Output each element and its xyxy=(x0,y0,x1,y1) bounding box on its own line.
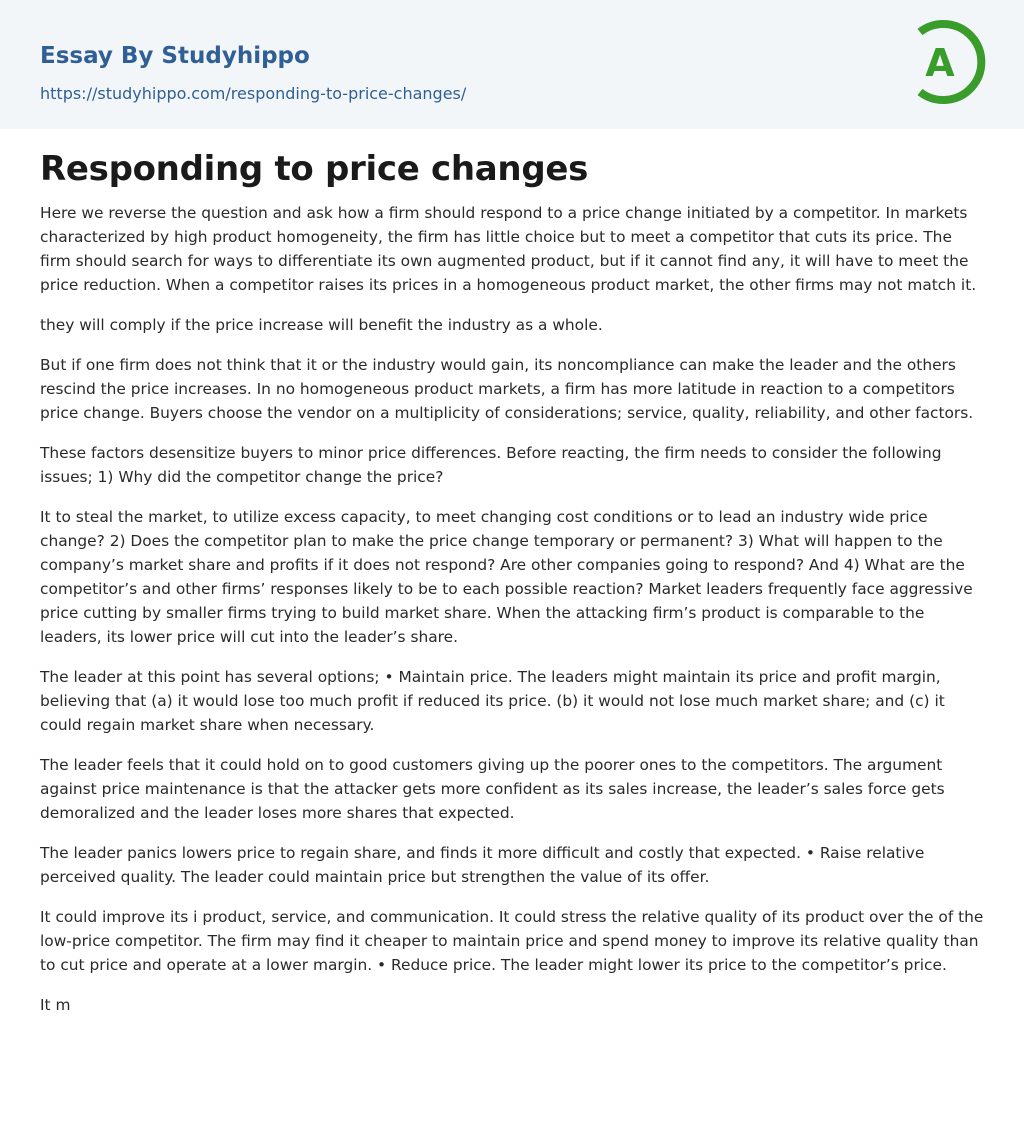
studyhippo-logo-icon[interactable] xyxy=(912,18,988,106)
brand-title: Essay By Studyhippo xyxy=(40,43,310,69)
essay-paragraph: Here we reverse the question and ask how a firm should respond to a price change initiated by a competitor. In markets characterized by high product homogeneity, the firm has little choice but to meet a competitor that cuts its price. The firm should search for ways to differentiate its own augmented product, but if it cannot find any, it will have to meet the price reduction. When a competitor raises its prices in a homogeneous product market, the other firms may not match it. xyxy=(40,204,977,294)
essay-paragraph: The leader panics lowers price to regain share, and finds it more difficult and costly that expected. • Raise relative perceived quality. The leader could maintain price but strengthen the value of its offer. xyxy=(40,844,925,886)
essay-paragraph: But if one firm does not think that it or the industry would gain, its noncompliance can make the leader and the others rescind the price increases. In no homogeneous product markets, a firm has more latitude in reaction to a competitors price change. Buyers choose the vendor on a multiplicity of considerations; service, quality, reliability, and other factors. xyxy=(40,356,974,422)
essay-paragraph: they will comply if the price increase will benefit the industry as a whole. xyxy=(40,316,603,334)
site-header xyxy=(0,0,1024,129)
essay-paragraph: It could improve its i product, service, and communication. It could stress the relative quality of its product over the of the low-price competitor. The firm may find it cheaper to maintain price and spend money to improve its relative quality than to cut price and operate at a lower margin. • Reduce price. The leader might lower its price to the competitor’s price. xyxy=(40,908,984,974)
essay-content xyxy=(0,149,1024,1017)
logo-letter: A xyxy=(925,41,955,85)
essay-paragraph: It m xyxy=(40,996,71,1014)
essay-url-link[interactable]: https://studyhippo.com/responding-to-price-changes/ xyxy=(40,84,467,103)
essay-paragraph: It to steal the market, to utilize excess capacity, to meet changing cost conditions or to lead an industry wide price change? 2) Does the competitor plan to make the price change temporary or permanent? 3) What will happen to the company’s market share and profits if it does not respond? Are other companies going to respond? And 4) What are the competitor’s and other firms’ responses likely to be to each possible reaction? Market leaders frequently face aggressive price cutting by smaller firms trying to build market share. When the attacking firm’s product is comparable to the leaders, its lower price will cut into the leader’s share. xyxy=(40,508,973,646)
essay-paragraph: The leader feels that it could hold on to good customers giving up the poorer ones to the competitors. The argument against price maintenance is that the attacker gets more confident as its sales increase, the leader’s sales force gets demoralized and the leader loses more shares that expected. xyxy=(40,756,945,822)
page-title: Responding to price changes xyxy=(40,149,589,189)
essay-paragraph: The leader at this point has several options; • Maintain price. The leaders might maintain its price and profit margin, believing that (a) it would lose too much profit if reduced its price. (b) it would not lose much market share; and (c) it could regain market share when necessary. xyxy=(40,668,945,734)
essay-paragraph: These factors desensitize buyers to minor price differences. Before reacting, the firm needs to consider the following issues; 1) Why did the competitor change the price? xyxy=(40,444,942,486)
